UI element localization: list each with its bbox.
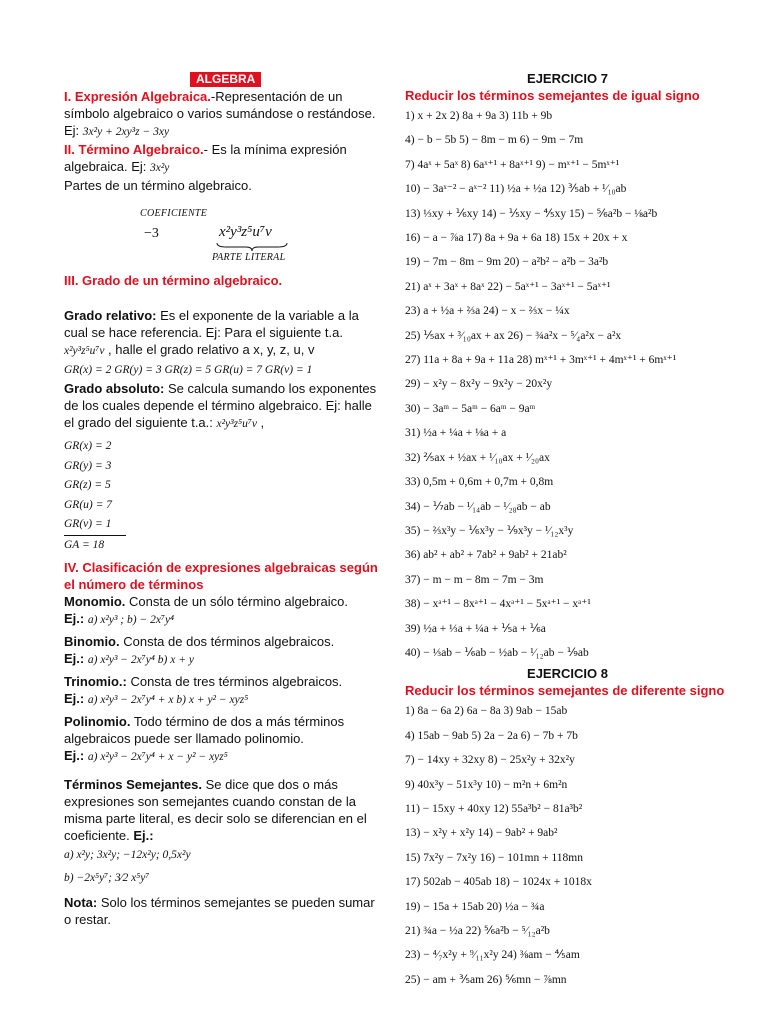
literal-label: PARTE LITERAL bbox=[212, 252, 286, 263]
exercise-row: 34) − ⅐ab − ¹⁄₁₄ab − ¹⁄₂₈ab − ab bbox=[405, 500, 551, 513]
polinomio-example: Ej.: a) x²y³ − 2x⁷y⁴ + x − y² − xyz⁵ bbox=[64, 748, 228, 763]
ejercicio-8-list bbox=[405, 699, 730, 992]
exercise-row: 17) 502ab − 405ab 18) − 1024x + 1018x bbox=[405, 876, 592, 889]
exercise-row: 16) − a − ⅞a 17) 8a + 9a + 6a 18) 15x + 20x + x bbox=[405, 232, 628, 245]
exercise-row: 13) − x²y + x²y 14) − 9ab² + 9ab² bbox=[405, 827, 558, 840]
binomio: Binomio. Consta de dos términos algebraicos. bbox=[64, 634, 335, 649]
terminos-semejantes: Términos Semejantes. Se dice que dos o más expresiones son semejantes cuando constan de la misma parte literal, es decir solo se diferencian en el coeficiente. Ej.: bbox=[64, 777, 367, 843]
exercise-row: 4) 15ab − 9ab 5) 2a − 2a 6) − 7b + 7b bbox=[405, 729, 578, 742]
exercise-row: 35) − ⅔x³y − ⅙x³y − ⅑x³y − ¹⁄₁₂x³y bbox=[405, 524, 574, 537]
monomio: Monomio. Consta de un sólo término algebraico. bbox=[64, 594, 348, 609]
gr-total: GA = 18 bbox=[64, 535, 126, 556]
section-3-heading: III. Grado de un término algebraico. bbox=[64, 273, 283, 288]
exercise-row: 23) − ⁴⁄₇x²y + ⁹⁄₁₁x²y 24) ⅜am − ⅘am bbox=[405, 949, 580, 962]
parts-caption: Partes de un término algebraico. bbox=[64, 178, 252, 193]
exercise-row: 37) − m − m − 8m − 7m − 3m bbox=[405, 573, 544, 586]
ejercicio-8-subtitle: Reducir los términos semejantes de diferente signo bbox=[405, 683, 725, 699]
exercise-row: 38) − xᵃ⁺¹ − 8xᵃ⁺¹ − 4xᵃ⁺¹ − 5xᵃ⁺¹ − xᵃ⁺¹ bbox=[405, 598, 591, 611]
trinomio: Trinomio.: Consta de tres términos algebraicos. bbox=[64, 674, 343, 689]
exercise-row: 19) − 7m − 8m − 9m 20) − a²b² − a²b − 3a²b bbox=[405, 256, 609, 269]
ejercicio-7-list bbox=[405, 104, 730, 665]
exercise-row: 9) 40x³y − 51x³y 10) − m²n + 6m²n bbox=[405, 778, 568, 791]
ejercicio-7-subtitle: Reducir los términos semejantes de igual signo bbox=[405, 88, 700, 103]
exercise-row: 19) − 15a + 15ab 20) ½a − ¾a bbox=[405, 900, 545, 913]
relative-degree-values: GR(x) = 2 GR(y) = 3 GR(z) = 5 GR(u) = 7 GR(v) = 1 bbox=[64, 364, 313, 376]
section-1: I. Expresión Algebraica.-Representación de un símbolo algebraico o varios sumándose o restándose. Ej: 3x²y + 2xy³z − 3xy bbox=[64, 89, 376, 138]
monomio-example: Ej.: a) x²y³ ; b) − 2x⁷y⁴ bbox=[64, 611, 175, 626]
ejercicio-8-title: EJERCICIO 8 bbox=[527, 666, 608, 682]
exercise-row: 7) − 14xy + 32xy 8) − 25x²y + 32x²y bbox=[405, 754, 575, 767]
exercise-row: 1) 8a − 6a 2) 6a − 8a 3) 9ab − 15ab bbox=[405, 705, 568, 718]
exercise-row: 33) 0,5m + 0,6m + 0,7m + 0,8m bbox=[405, 476, 554, 489]
exercise-row: 10) − 3aˣ⁻² − aˣ⁻² 11) ½a + ½a 12) ⅗ab + ¹⁄₁₀ab bbox=[405, 183, 627, 196]
exercises-column bbox=[405, 70, 730, 992]
coefficient-label: COEFICIENTE bbox=[140, 208, 208, 219]
exercise-row: 4) − b − 5b 5) − 8m − m 6) − 9m − 7m bbox=[405, 134, 584, 147]
coefficient-value: −3 bbox=[144, 226, 159, 241]
exercise-row: 15) 7x²y − 7x²y 16) − 101mn + 118mn bbox=[405, 851, 583, 864]
exercise-row: 21) ¾a − ½a 22) ⅚a²b − ⁵⁄₁₂a²b bbox=[405, 925, 550, 937]
section-2: II. Término Algebraico.- Es la mínima expresión algebraica. Ej: 3x²y bbox=[64, 142, 347, 174]
section-4-heading: IV. Clasificación de expresiones algebraicas según el número de términos bbox=[64, 560, 378, 592]
exercise-row: 40) − ⅓ab − ⅙ab − ½ab − ¹⁄₁₂ab − ⅑ab bbox=[405, 646, 589, 659]
exercise-row: 21) aˣ + 3aˣ + 8aˣ 22) − 5aˣ⁺¹ − 3aˣ⁺¹ − 5aˣ⁺¹ bbox=[405, 280, 611, 293]
term-parts-diagram bbox=[64, 202, 382, 262]
exercise-row: 39) ½a + ⅓a + ¼a + ⅕a + ⅙a bbox=[405, 622, 546, 635]
literal-part: x²y³z⁵u⁷v bbox=[219, 224, 272, 240]
semejantes-example-b: b) −2x⁵y⁷; 3⁄2 x⁵y⁷ bbox=[64, 872, 150, 884]
exercise-row: 25) − am + ⅗am 26) ⅚mn − ⅞mn bbox=[405, 973, 567, 986]
trinomio-example: Ej.: a) x²y³ − 2x⁷y⁴ + x b) x + y² − xyz⁵ bbox=[64, 691, 249, 706]
exercise-row: 27) 11a + 8a + 9a + 11a 28) mˣ⁺¹ + 3mˣ⁺¹ + 4mˣ⁺¹ + 6mˣ⁺¹ bbox=[405, 354, 677, 367]
exercise-row: 11) − 15xy + 40xy 12) 55a³b² − 81a³b² bbox=[405, 802, 583, 815]
exercise-row: 13) ⅓xy + ⅙xy 14) − ⅕xy − ⅘xy 15) − ⅚a²b − ⅛a²b bbox=[405, 207, 658, 220]
binomio-example: Ej.: a) x²y³ − 2x⁷y⁴ b) x + y bbox=[64, 651, 194, 666]
relative-degree: Grado relativo: Es el exponente de la variable a la cual se hace referencia. Ej: Para el siguiente t.a. x²y³z⁵u⁷v , halle el grado relativo a x, y, z, u, v bbox=[64, 308, 359, 357]
page-title: ALGEBRA bbox=[64, 70, 382, 88]
exercise-row: 1) x + 2x 2) 8a + 9a 3) 11b + 9b bbox=[405, 110, 553, 122]
exercise-row: 23) a + ½a + ⅔a 24) − x − ⅔x − ¼x bbox=[405, 305, 570, 318]
underbrace-icon bbox=[216, 242, 288, 252]
exercise-row: 29) − x²y − 8x²y − 9x²y − 20x²y bbox=[405, 378, 553, 391]
gr-list: GR(x) = 2 GR(y) = 3 GR(z) = 5 GR(u) = 7 GR(v) = 1 GA = 18 bbox=[64, 437, 382, 555]
ejercicio-7-title: EJERCICIO 7 bbox=[527, 71, 608, 86]
exercise-row: 30) − 3aᵐ − 5aᵐ − 6aᵐ − 9aᵐ bbox=[405, 402, 536, 415]
exercise-row: 31) ½a + ¼a + ⅛a + a bbox=[405, 427, 507, 440]
exercise-row: 32) ⅖ax + ½ax + ¹⁄₁₀ax + ¹⁄₂₀ax bbox=[405, 451, 550, 464]
exercise-row: 36) ab² + ab² + 7ab² + 9ab² + 21ab² bbox=[405, 549, 567, 562]
polinomio: Polinomio. Todo término de dos a más términos algebraicos puede ser llamado polinomio. bbox=[64, 714, 345, 746]
exercise-row: 7) 4aˣ + 5aˣ 8) 6aˣ⁺¹ + 8aˣ⁺¹ 9) − mˣ⁺¹ − 5mˣ⁺¹ bbox=[405, 158, 620, 171]
semejantes-example-a: a) x²y; 3x²y; −12x²y; 0,5x²y bbox=[64, 849, 191, 861]
theory-column bbox=[64, 70, 382, 928]
nota: Nota: Solo los términos semejantes se pueden sumar o restar. bbox=[64, 895, 375, 927]
exercise-row: 25) ⅕ax + ³⁄₁₀ax + ax 26) − ¾a²x − ⁵⁄₄a²x − a²x bbox=[405, 329, 622, 342]
absolute-degree: Grado absoluto: Se calcula sumando los exponentes de los cuales depende el término algebraico. Ej: halle el grado del siguiente t.a.: x²y³z⁵u⁷v , bbox=[64, 381, 377, 430]
